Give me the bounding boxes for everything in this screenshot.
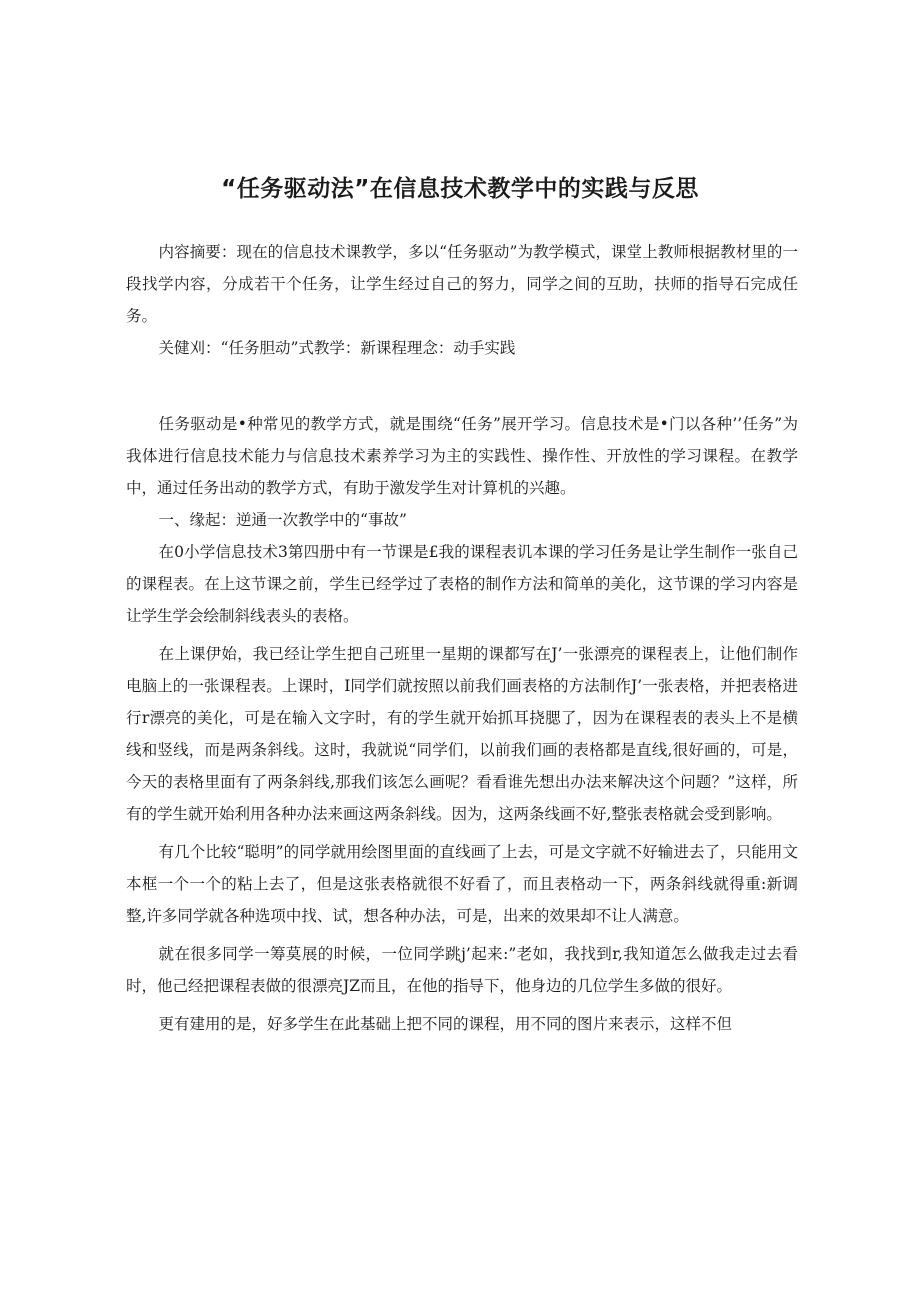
body-paragraph: 在0小学信息技术3第四册中有一节课是£我的课程表讥本课的学习任务是让学生制作一张自己的课程表。在上这节课之前，学生已经学过了表格的制作方法和简单的美化，这节课的学习内容是让学生学会绘制斜线表头的表格。	[126, 543, 798, 625]
abstract-paragraph: 内容摘要：现在的信息技术课教学，多以“任务驱动”为教学模式，课堂上教师根据教材里的一段找学内容，分成若干个任务，让学生经过自己的努力，同学之间的互助，扶师的指导石完成任务。	[126, 243, 798, 325]
body-paragraph: 有几个比较“聪明”的同学就用绘图里面的直线画了上去，可是文字就不好输进去了，只能用文本框一个一个的粘上去了，但是这张表格就很不好看了，而且表格动一下，两条斜线就得重:新调整,许多同学就各种选项中找、试，想各种办法，可是，出来的效果却不让人满意。	[126, 843, 798, 925]
body-paragraph: 任务驱动是•种常见的教学方式，就是围绕“任务”展开学习。信息技术是•门以各种’’任务”为我体进行信息技术能力与信息技术素养学习为主的实践性、操作性、开放性的学习课程。在教学中，通过任务出动的教学方式，有助于激发学生对计算机的兴趣。	[126, 415, 798, 497]
section-heading: 一、缘起：逆通一次教学中的“事故”	[158, 511, 407, 529]
body-paragraph: 更有建用的是，好多学生在此基础上把不同的课程，用不同的图片来表示，这样不但	[158, 1015, 733, 1033]
body-paragraph: 在上课伊始，我已经让学生把自己班里一星期的课都写在J’一张漂亮的课程表上，让他们制作电脑上的一张课程表。上课时，I同学们就按照以前我们画表格的方法制作J’一张表格，并把表格进行r漂亮的美化，可是在输入文字时，有的学生就开始抓耳挠腮了，因为在课程表的表头上不是横线和竖线，而是两条斜线。这时，我就说“同学们，以前我们画的表格都是直线,很好画的，可是，今天的表格里面有了两条斜线,那我们该怎么画呢？看看谁先想出办法来解决这个问题？”这样，所有的学生就开始利用各种办法来画这两条斜线。因为，这两条线画不好,整张表格就会受到影响。	[126, 645, 798, 823]
body-paragraph: 就在很多同学一筹莫展的时候，一位同学跳j’起来:”老如，我找到r,我知道怎么做我走过去看时，他己经把课程表做的很漂亮JZ而且，在他的指导下，他身边的几位学生多做的很好。	[126, 945, 798, 995]
keywords-line: 关健刈：“任务胆动”式教学：新课程理念：动手实践	[158, 339, 516, 357]
document-title: “任务驱动法”在信息技术教学中的实践与反思	[221, 176, 699, 202]
document-body	[126, 236, 798, 1040]
spacer	[126, 364, 798, 408]
